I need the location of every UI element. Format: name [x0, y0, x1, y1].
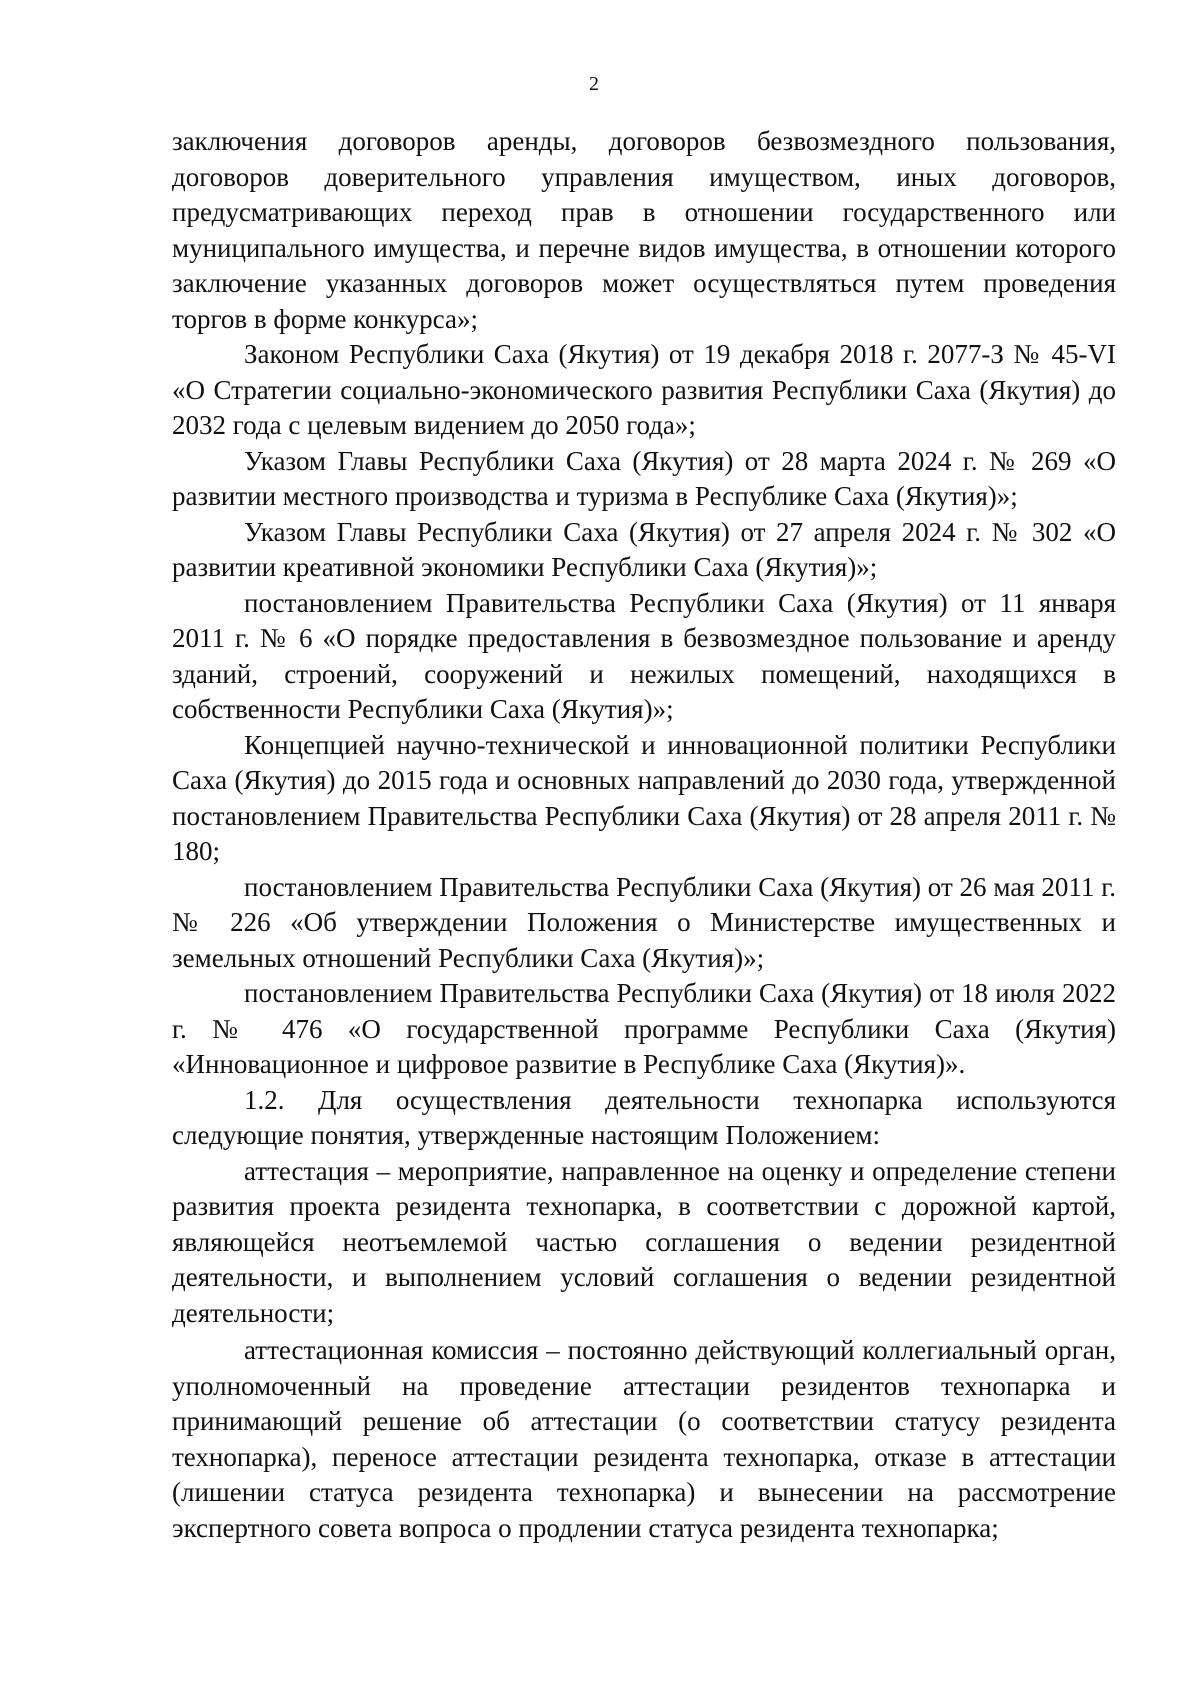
paragraph-4: Указом Главы Республики Саха (Якутия) от 27 апреля 2024 г. № 302 «О развитии креативной экономики Республики Саха (Якутия)»;	[172, 516, 1116, 582]
document-body	[172, 124, 1116, 1546]
paragraph-8: постановлением Правительства Республики Саха (Якутия) от 18 июля 2022 г. № 476 «О государственной программе Республики Саха (Якутия) «Инновационное и цифровое развитие в Республике Саха (Якутия)».	[172, 978, 1116, 1079]
page-number: 2	[589, 73, 599, 95]
paragraph-7: постановлением Правительства Республики Саха (Якутия) от 26 мая 2011 г. № 226 «Об утверждении Положения о Министерстве имущественных и земельных отношений Республики Саха (Якутия)»;	[172, 871, 1116, 973]
paragraph-3: Указом Главы Республики Саха (Якутия) от 28 марта 2024 г. № 269 «О развитии местного производства и туризма в Республике Саха (Якутия)»;	[172, 445, 1116, 511]
paragraph-2: Законом Республики Саха (Якутия) от 19 декабря 2018 г. 2077-З № 45-VI «О Стратегии социально-экономического развития Республики Саха (Якутия) до 2032 года с целевым видением до 2050 года»;	[172, 339, 1116, 440]
paragraph-6: Концепцией научно-технической и инновационной политики Республики Саха (Якутия) до 2015 года и основных направлений до 2030 года, утвержденной постановлением Правительства Республики Саха (Якутия) от 28 апреля 2011 г. № 180;	[172, 729, 1116, 866]
paragraph-5: постановлением Правительства Республики Саха (Якутия) от 11 января 2011 г. № 6 «О порядке предоставления в безвозмездное пользование и аренду зданий, строений, сооружений и нежилых помещений, находящихся в собственности Республики Саха (Якутия)»;	[172, 587, 1116, 724]
paragraph-9: 1.2. Для осуществления деятельности технопарка используются следующие понятия, утвержденные настоящим Положением:	[172, 1084, 1116, 1150]
paragraph-1: заключения договоров аренды, договоров безвозмездного пользования, договоров доверительного управления имуществом, иных договоров, предусматривающих переход прав в отношении государственного или муниципального имущества, и перечне видов имущества, в отношении которого заключение указанных договоров может осуществляться путем проведения торгов в форме конкурса»;	[172, 126, 1116, 334]
paragraph-10: аттестация – мероприятие, направленное на оценку и определение степени развития проекта резидента технопарка, в соответствии с дорожной картой, являющейся неотъемлемой частью соглашения о ведении резидентной деятельности, и выполнением условий соглашения о ведении резидентной деятельности;	[172, 1155, 1116, 1328]
paragraph-11: аттестационная комиссия – постоянно действующий коллегиальный орган, уполномоченный на проведение аттестации резидентов технопарка и принимающий решение об аттестации (о соответствии статусу резидента технопарка), переносе аттестации резидента технопарка, отказе в аттестации (лишении статуса резидента технопарка) и вынесении на рассмотрение экспертного совета вопроса о продлении статуса резидента технопарка;	[172, 1335, 1116, 1543]
